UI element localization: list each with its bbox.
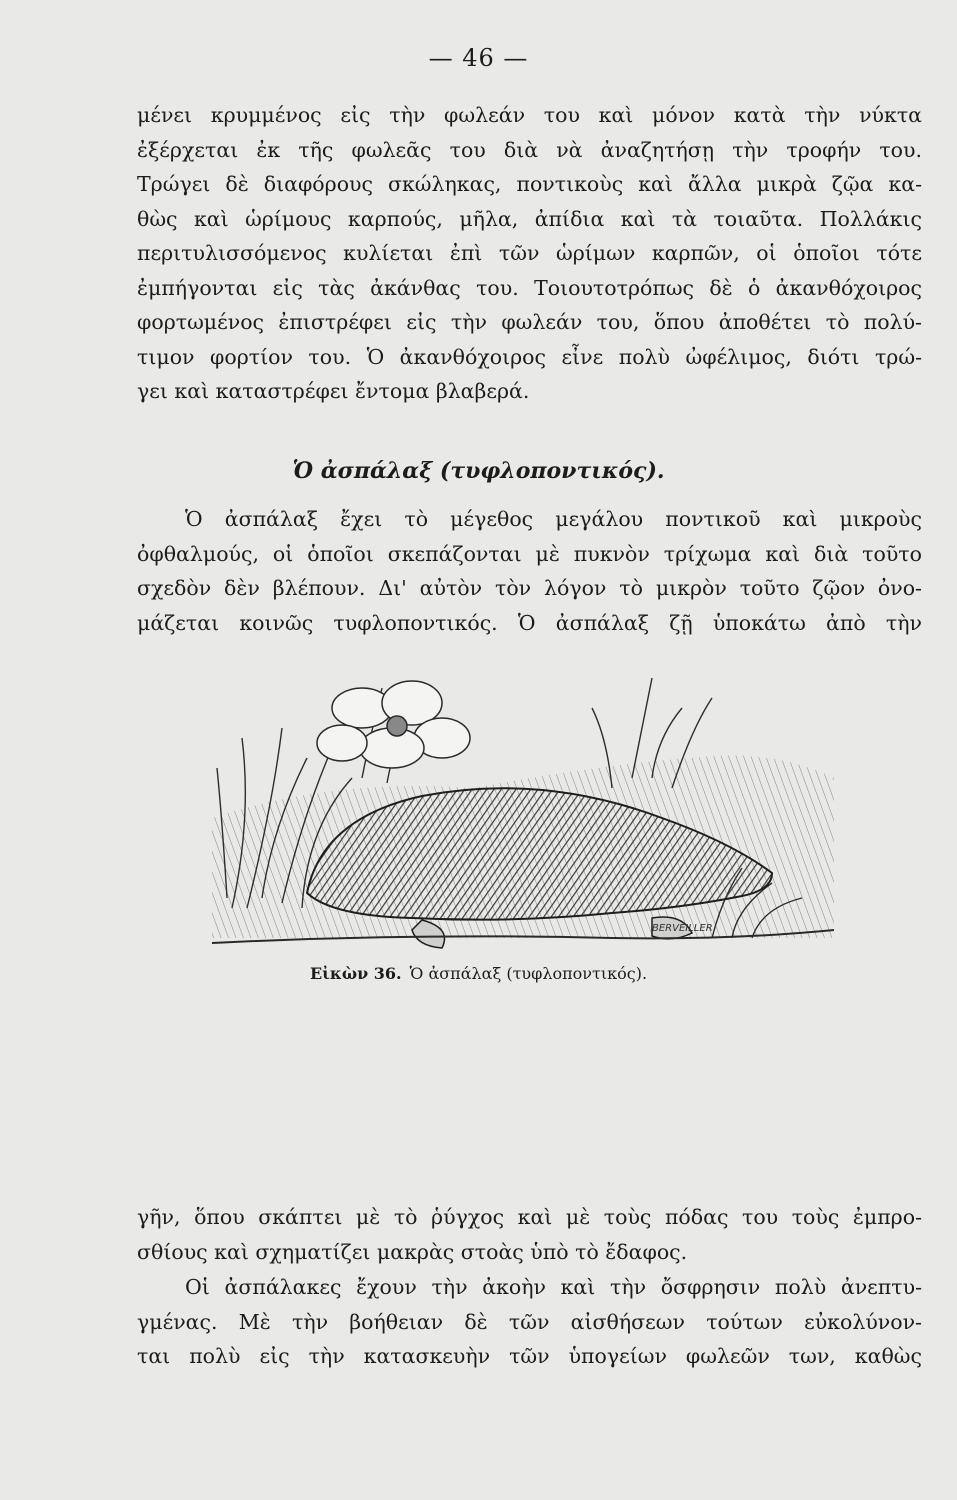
text-line: ἐμπήγονται εἰς τὰς ἀκάνθας του. Τοιουτοτρόπως δὲ ὁ ἀκανθόχοιρος — [137, 275, 922, 300]
figure-label: Εἰκὼν 36. — [309, 964, 402, 983]
paragraph-mole-burrows — [137, 1200, 922, 1269]
text-line: ὀφθαλμούς, οἱ ὁποῖοι σκεπάζονται μὲ πυκνὸν τρίχωμα καὶ διὰ τοῦτο — [137, 541, 922, 566]
text-line: γῆν, ὅπου σκάπτει μὲ τὸ ῥύγχος καὶ μὲ τοὺς πόδας του τοὺς ἐμπρο- — [137, 1205, 922, 1229]
text-line: ἐξέρχεται ἐκ τῆς φωλεᾶς του διὰ νὰ ἀναζητήσῃ τὴν τροφήν του. — [137, 137, 922, 162]
text-line: σχεδὸν δὲν βλέπουν. Δι' αὐτὸν τὸν λόγον τὸ μικρὸν τοῦτο ζῷον ὀνο- — [137, 576, 922, 600]
engraver-signature: BERVEILLER — [652, 923, 713, 934]
text-line: τιμον φορτίον του. Ὁ ἀκανθόχοιρος εἶνε πολὺ ὠφέλιμος, διότι τρώ- — [137, 344, 922, 369]
text-line: Τρώγει δὲ διαφόρους σκώληκας, ποντικοὺς καὶ ἄλλα μικρὰ ζῷα κα- — [137, 172, 922, 196]
text-line: περιτυλισσόμενος κυλίεται ἐπὶ τῶν ὡρίμων καρπῶν, οἱ ὁποῖοι τότε — [137, 241, 922, 265]
text-line: γμένας. Μὲ τὴν βοήθειαν δὲ τῶν αἰσθήσεων τούτων εὐκολύνον- — [137, 1309, 922, 1334]
paragraph-mole-description — [137, 502, 922, 640]
text-line: σθίους καὶ σχηματίζει μακρὰς στοὰς ὑπὸ τὸ ἔδαφος. — [137, 1239, 688, 1264]
text-line: ται πολὺ εἰς τὴν κατασκευὴν τῶν ὑπογείων φωλεῶν των, καθὼς — [137, 1344, 922, 1368]
section-heading: Ὁ ἀσπάλαξ (τυφλοποντικός). — [292, 458, 665, 484]
text-line: μάζεται κοινῶς τυφλοποντικός. Ὁ ἀσπάλαξ ζῇ ὑποκάτω ἀπὸ τὴν — [137, 610, 922, 635]
figure-caption — [0, 964, 957, 983]
page-number: — 46 — — [428, 44, 529, 72]
text-line: θὼς καὶ ὡρίμους καρπούς, μῆλα, ἀπίδια καὶ τὰ τοιαῦτα. Πολλάκις — [137, 206, 922, 231]
figure-caption-text: Ὁ ἀσπάλαξ (τυφλοποντικός). — [409, 964, 648, 983]
mole-illustration — [212, 668, 834, 958]
text-line: Ὁ ἀσπάλαξ ἔχει τὸ μέγεθος μεγάλου ποντικοῦ καὶ μικροὺς — [185, 507, 922, 531]
text-line: γει καὶ καταστρέφει ἔντομα βλαβερά. — [137, 379, 530, 403]
paragraph-mole-senses — [137, 1270, 922, 1374]
text-line: φορτωμένος ἐπιστρέφει εἰς τὴν φωλεάν του, ὅπου ἀποθέτει τὸ πολύ- — [137, 310, 922, 334]
text-line: Οἱ ἀσπάλακες ἔχουν τὴν ἀκοὴν καὶ τὴν ὄσφρησιν πολὺ ἀνεπτυ- — [185, 1275, 922, 1299]
paragraph-hedgehog-habits — [137, 98, 922, 409]
text-line: μένει κρυμμένος εἰς τὴν φωλεάν του καὶ μόνον κατὰ τὴν νύκτα — [137, 103, 922, 127]
